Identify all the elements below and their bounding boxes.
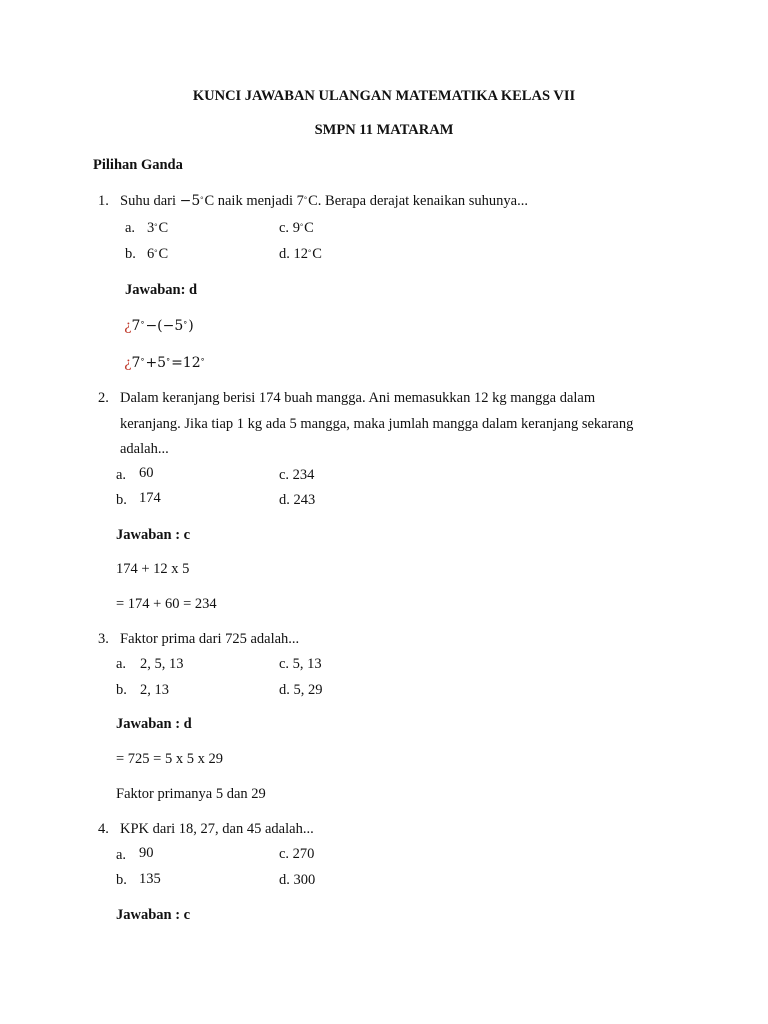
option-a-value: 3°C	[147, 220, 169, 236]
question-number: 3.	[98, 631, 109, 647]
option-b-value: 2, 13	[140, 682, 169, 698]
school-name: SMPN 11 MATARAM	[314, 122, 454, 138]
answer-key: Jawaban : c	[116, 527, 191, 543]
question-text-line: Dalam keranjang berisi 174 buah mangga. Ani memasukkan 12 kg mangga dalam	[120, 390, 596, 406]
option-b-value: 6°C	[147, 246, 169, 262]
option-a-label: a.	[116, 467, 127, 483]
question-number: 1.	[98, 193, 109, 209]
working-line-1: = 725 = 5 x 5 x 29	[116, 751, 223, 767]
option-d: d. 12°C	[279, 246, 322, 262]
question-text: KPK dari 18, 27, dan 45 adalah...	[120, 821, 314, 837]
working-line-2: ¿7°+5°=12°	[124, 355, 205, 371]
working-line-1: 174 + 12 x 5	[116, 561, 190, 577]
answer-key: Jawaban: d	[125, 282, 198, 298]
section-heading: Pilihan Ganda	[93, 157, 183, 173]
question-number: 2.	[98, 390, 109, 406]
answer-key: Jawaban : d	[116, 716, 192, 732]
working-line-1: ¿7°−(−5°)	[124, 318, 194, 334]
question-number: 4.	[98, 821, 109, 837]
option-a-value: 60	[139, 465, 154, 481]
option-a-label: a.	[125, 220, 136, 236]
option-a-value: 2, 5, 13	[140, 656, 184, 672]
question-text: Suhu dari −5°C naik menjadi 7°C. Berapa derajat kenaikan suhunya...	[120, 193, 528, 209]
option-b-label: b.	[116, 682, 127, 698]
page-title: KUNCI JAWABAN ULANGAN MATEMATIKA KELAS VII	[192, 88, 576, 104]
option-c: c. 9°C	[279, 220, 314, 236]
question-text-line: keranjang. Jika tiap 1 kg ada 5 mangga, maka jumlah mangga dalam keranjang sekarang	[120, 416, 634, 432]
option-a-label: a.	[116, 847, 127, 863]
option-c: c. 234	[279, 467, 315, 483]
option-d: d. 300	[279, 872, 316, 888]
question-text: Faktor prima dari 725 adalah...	[120, 631, 300, 647]
answer-key: Jawaban : c	[116, 907, 191, 923]
option-d: d. 5, 29	[279, 682, 323, 698]
option-d: d. 243	[279, 492, 316, 508]
working-line-2: = 174 + 60 = 234	[116, 596, 217, 612]
option-b-value: 135	[139, 871, 161, 887]
question-text-line: adalah...	[120, 441, 169, 457]
option-b-value: 174	[139, 490, 161, 506]
option-a-label: a.	[116, 656, 127, 672]
option-c: c. 270	[279, 846, 315, 862]
working-line-2: Faktor primanya 5 dan 29	[116, 786, 266, 802]
option-b-label: b.	[116, 872, 127, 888]
option-a-value: 90	[139, 845, 154, 861]
option-b-label: b.	[125, 246, 136, 262]
option-b-label: b.	[116, 492, 127, 508]
option-c: c. 5, 13	[279, 656, 322, 672]
